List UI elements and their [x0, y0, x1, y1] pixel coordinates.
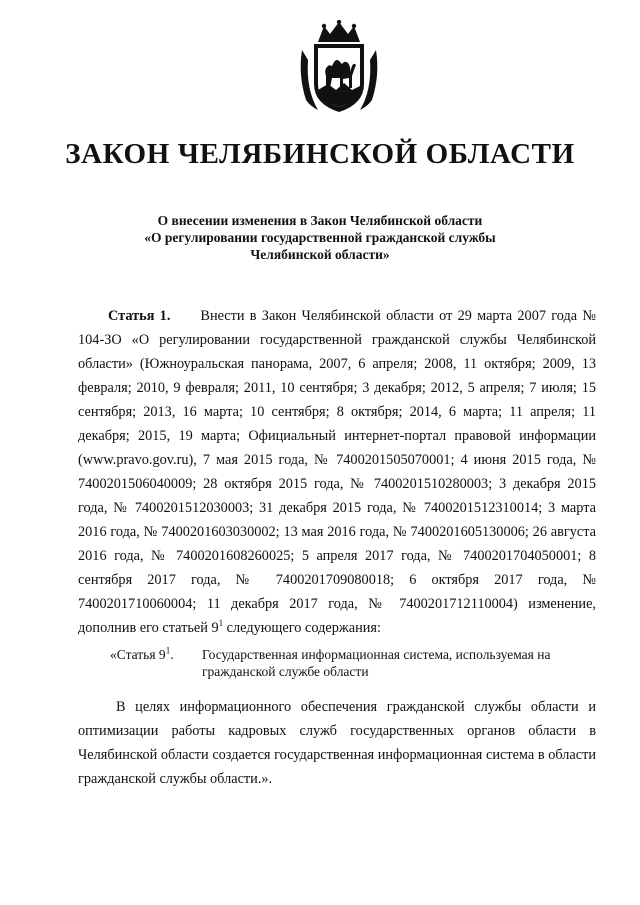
coat-of-arms-icon: [296, 20, 382, 116]
law-subtitle: [60, 212, 580, 263]
new-article-label-suffix: .: [170, 647, 174, 662]
article-1-label: Статья 1.: [108, 308, 171, 324]
new-article-title: Государственная информационная система, используемая на гражданской службе области: [202, 647, 551, 679]
article-1-paragraph: [78, 304, 596, 640]
new-article-label: [110, 646, 202, 680]
new-article-body: [78, 695, 596, 791]
law-title: ЗАКОН ЧЕЛЯБИНСКОЙ ОБЛАСТИ: [65, 138, 575, 170]
article-1-text: Внести в Закон Челябинской области от 29 марта 2007 года № 104-ЗО «О регулировании государственной гражданской службы Челябинской области» (Южноуральская панорама, 2007, 6 апреля; 2008, 11 октября; 2009, 13 февраля; 2010, 9 февраля; 2011, 10 сентября; 3 декабря; 2012, 5 апреля; 7 июля; 15 сентября; 2013, 16 марта; 10 сентября; 8 октября; 2014, 6 марта; 11 апреля; 11 декабря; 2015, 19 марта; Официальный интернет-портал правовой информации (www.pravo.gov.ru), 7 мая 2015 года, № 7400201505070001; 4 июня 2015 года, № 7400201506040009; 28 октября 2015 года, № 7400201510280003; 3 декабря 2015 года, № 7400201512030003; 31 декабря 2015 года, № 7400201512310014; 3 марта 2016 года, № 7400201603030002; 13 мая 2016 года, № 7400201605130006; 26 августа 2016 года, № 7400201608260025; 5 апреля 2017 года, № 7400201704050001; 8 сентября 2017 года, № 7400201709080018; 6 октября 2017 года, № 7400201710060004; 11 декабря 2017 года, № 7400201712110004) изменение, дополнив его статьей 9: [78, 308, 596, 636]
subtitle-line: «О регулировании государственной гражданской службы: [144, 230, 496, 245]
article-1: [78, 304, 596, 640]
superscript: 1: [218, 618, 224, 629]
subtitle-line: О внесении изменения в Закон Челябинской области: [157, 213, 483, 228]
subtitle-line: Челябинской области»: [250, 247, 390, 262]
article-1-text-end: следующего содержания:: [223, 620, 381, 636]
new-article-label-prefix: «Статья 9: [110, 647, 166, 662]
new-article-heading: [110, 646, 590, 680]
body-paragraph: В целях информационного обеспечения гражданской службы области и оптимизации работы кадровых служб государственных органов области в Челябинской области создается государственная информационная система в области гражданской службы области.».: [78, 699, 596, 787]
superscript: 1: [165, 645, 171, 656]
